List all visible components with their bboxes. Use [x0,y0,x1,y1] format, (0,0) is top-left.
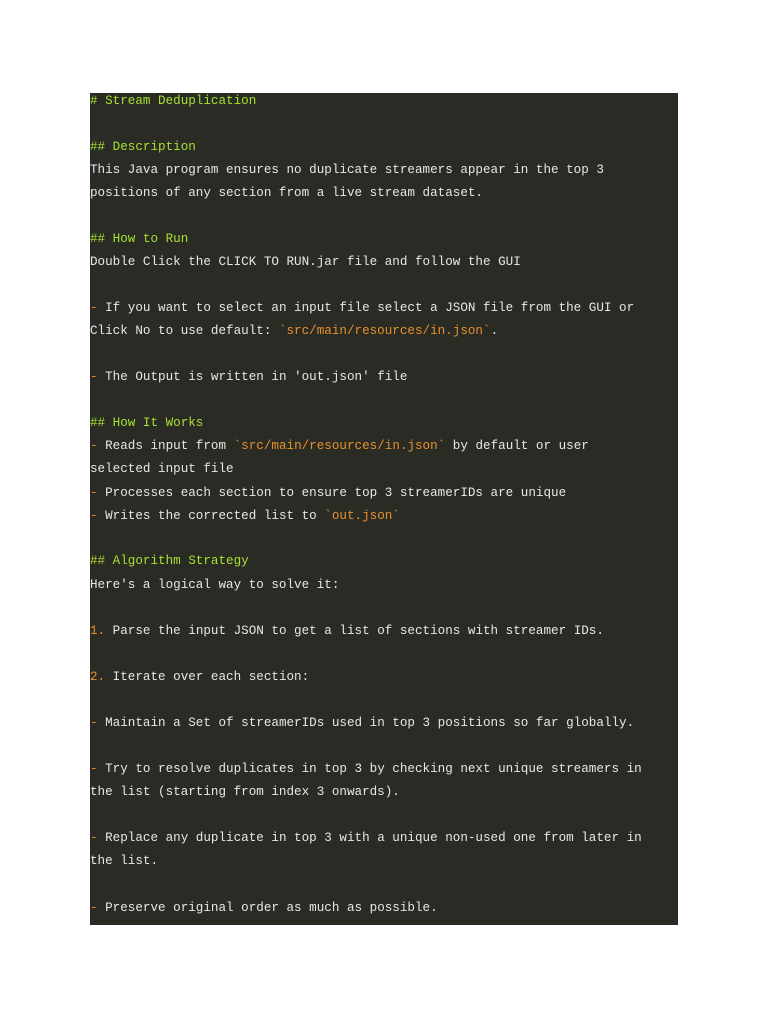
input-default-text: Click No to use default: [90,324,279,338]
bullet-marker: - [90,370,98,384]
inline-code-out-json: `out.json` [324,509,400,523]
step-text: Parse the input JSON to get a list of sections with streamer IDs. [105,624,604,638]
markdown-editor[interactable] [90,93,678,925]
sub-bullet-4 [90,900,438,916]
sub-bullet-text: Try to resolve duplicates in top 3 by checking next unique streamers in [97,762,642,776]
doc-title: # Stream Deduplication [90,94,257,108]
works-item-text-after: by default or user [445,439,589,453]
how-it-works-heading: ## How It Works [90,416,204,430]
bullet-marker: - [90,301,98,315]
sub-bullet-text: Preserve original order as much as possible. [97,901,438,915]
input-bullet-line-2 [90,323,498,339]
inline-code-in-json: `src/main/resources/in.json` [278,324,491,338]
sub-bullet-text: Maintain a Set of streamerIDs used in top 3 positions so far globally. [97,716,635,730]
sub-bullet-2-line-2: the list (starting from index 3 onwards). [90,785,400,799]
sub-bullet-text: Replace any duplicate in top 3 with a unique non-used one from later in [97,831,642,845]
bullet-marker: - [90,901,98,915]
works-item-text: Writes the corrected list to [97,509,325,523]
how-to-run-heading: ## How to Run [90,232,189,246]
sub-bullet-2-line-1 [90,761,642,777]
works-item-1-line-2: selected input file [90,462,234,476]
works-item-text: Reads input from [97,439,234,453]
step-number: 2. [90,670,106,684]
bullet-marker: - [90,439,98,453]
description-heading: ## Description [90,140,196,154]
output-bullet [90,369,407,385]
works-item-1-line-1 [90,438,589,454]
works-item-text: Processes each section to ensure top 3 streamerIDs are unique [97,486,567,500]
sub-bullet-1 [90,715,634,731]
bullet-marker: - [90,486,98,500]
works-item-2 [90,485,566,501]
sub-bullet-3-line-2: the list. [90,854,159,868]
algorithm-intro: Here's a logical way to solve it: [90,578,340,592]
input-bullet-line-1 [90,300,634,316]
input-bullet-text: If you want to select an input file select a JSON file from the GUI or [97,301,635,315]
inline-code-in-json: `src/main/resources/in.json` [233,439,446,453]
bullet-marker: - [90,762,98,776]
algorithm-heading: ## Algorithm Strategy [90,554,249,568]
input-line-end: . [490,324,499,338]
step-text: Iterate over each section: [105,670,310,684]
bullet-marker: - [90,716,98,730]
works-item-3 [90,508,400,524]
run-instruction: Double Click the CLICK TO RUN.jar file and follow the GUI [90,255,521,269]
sub-bullet-3-line-1 [90,830,642,846]
description-line-2: positions of any section from a live stream dataset. [90,186,483,200]
output-bullet-text: The Output is written in 'out.json' file [97,370,408,384]
step-1 [90,623,604,639]
step-number: 1. [90,624,106,638]
bullet-marker: - [90,831,98,845]
step-2 [90,669,309,685]
description-line-1: This Java program ensures no duplicate streamers appear in the top 3 [90,163,604,177]
bullet-marker: - [90,509,98,523]
